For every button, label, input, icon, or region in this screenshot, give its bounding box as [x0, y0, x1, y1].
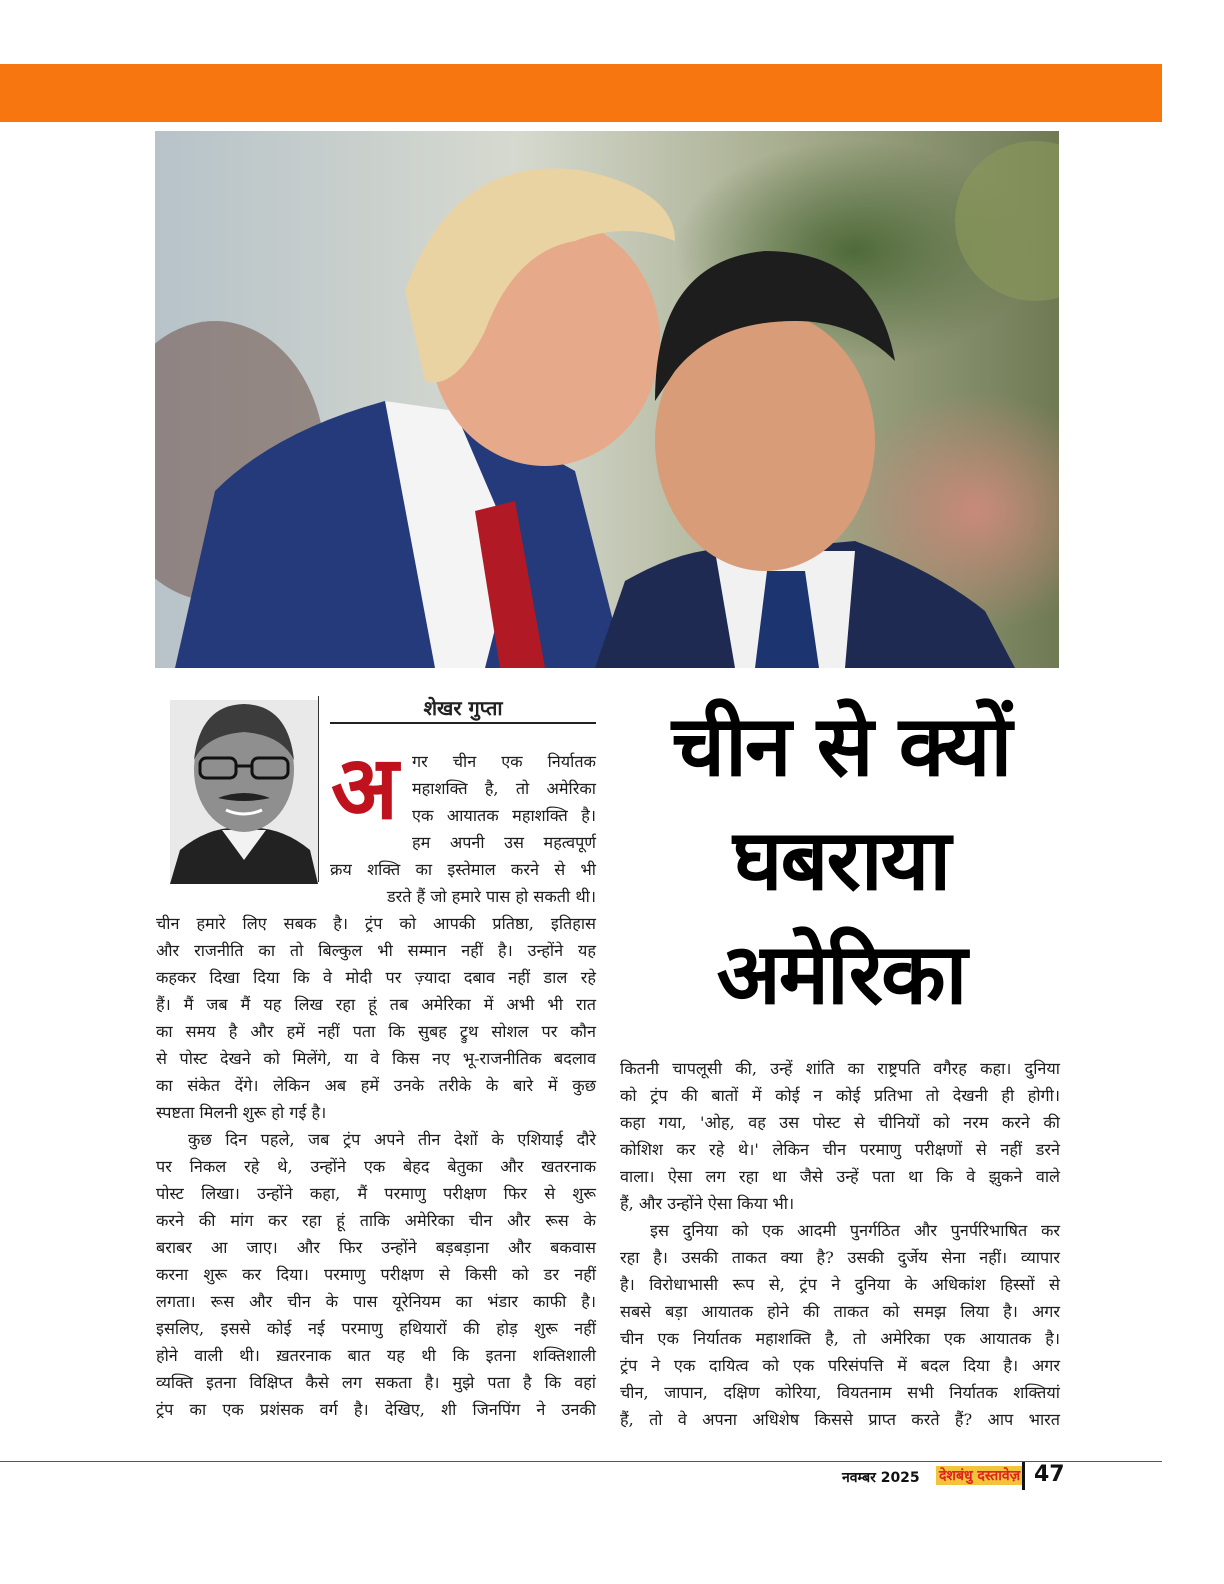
footer-divider: [1022, 1462, 1025, 1490]
body-line: कहा गया, 'ओह, वह उस पोस्ट से चीनियों को नरम करने की: [620, 1113, 1060, 1132]
body-line: पर निकल रहे थे, उन्होंने एक बेहद बेतुका और खतरनाक: [156, 1157, 596, 1176]
body-line: ट्रंप ने एक दायित्व को एक परिसंपत्ति में बदल दिया है। अगर: [620, 1356, 1060, 1375]
body-line: स्पष्टता मिलनी शुरू हो गई है।: [156, 1103, 327, 1122]
intro-line: क्रय शक्ति का इस्तेमाल करने से भी: [330, 860, 596, 879]
dropcap: अ: [331, 736, 399, 839]
body-line: इसलिए, इससे कोई नई परमाणु हथियारों की होड़ शुरू नहीं: [156, 1319, 596, 1338]
body-line: कितनी चापलूसी की, उन्हें शांति का राष्ट्रपति वगैरह कहा। दुनिया: [620, 1059, 1060, 1078]
author-divider: [318, 696, 319, 882]
body-line: बराबर आ जाए। और फिर उन्होंने बड़बड़ाना और बकवास: [156, 1238, 596, 1257]
body-line: इस दुनिया को एक आदमी पुनर्गठित और पुनर्परिभाषित कर: [650, 1221, 1060, 1240]
byline-rule: [330, 722, 596, 724]
body-line: रहा है। उसकी ताकत क्या है? उसकी दुर्जेय सेना नहीं। व्यापार: [620, 1248, 1060, 1267]
body-line: चीन, जापान, दक्षिण कोरिया, वियतनाम सभी निर्यातक शक्तियां: [620, 1383, 1060, 1402]
body-line: और राजनीति का तो बिल्कुल भी सम्मान नहीं है। उन्होंने यह: [156, 941, 596, 960]
body-line: का संकेत देंगे। लेकिन अब हमें उनके तरीके के बारे में कुछ: [156, 1076, 596, 1095]
headline-line: अमेरिका: [716, 925, 966, 1023]
body-line: का समय है और हमें नहीं पता कि सुबह ट्रुथ सोशल पर कौन: [156, 1022, 596, 1041]
body-line: कहकर दिखा दिया कि वे मोदी पर ज़्यादा दबाव नहीं डाल रहे: [156, 968, 596, 987]
headline-line: चीन से क्यों: [671, 697, 1011, 795]
footer-rule: [0, 1461, 1162, 1462]
author-photo: [170, 700, 318, 884]
page-number: 47: [1034, 1462, 1065, 1487]
body-line: चीन एक निर्यातक महाशक्ति है, तो अमेरिका एक आयातक है।: [620, 1329, 1060, 1348]
intro-line: गर चीन एक निर्यातक: [412, 752, 596, 771]
body-line: लगता। रूस और चीन के पास यूरेनियम का भंडार काफी है।: [156, 1292, 596, 1311]
body-line: सबसे बड़ा आयातक होने की ताकत को समझ लिया है। अगर: [620, 1302, 1060, 1321]
body-line: से पोस्ट देखने को मिलेंगे, या वे किस नए भू-राजनीतिक बदलाव: [156, 1049, 596, 1068]
body-line: होने वाली थी। ख़तरनाक बात यह थी कि इतना शक्तिशाली: [156, 1346, 596, 1365]
body-line: ट्रंप का एक प्रशंसक वर्ग है। देखिए, शी जिनपिंग ने उनकी: [156, 1400, 596, 1419]
body-line: पोस्ट लिखा। उन्होंने कहा, मैं परमाणु परीक्षण फिर से शुरू: [156, 1184, 596, 1203]
intro-line: हम अपनी उस महत्वपूर्ण: [412, 833, 596, 852]
body-line: है। विरोधाभासी रूप से, ट्रंप ने दुनिया के अधिकांश हिस्सों से: [620, 1275, 1060, 1294]
body-line: करना शुरू कर दिया। परमाणु परीक्षण से किसी को डर नहीं: [156, 1265, 596, 1284]
body-line: चीन हमारे लिए सबक है। ट्रंप को आपकी प्रतिष्ठा, इतिहास: [156, 914, 596, 933]
intro-line: एक आयातक महाशक्ति है।: [412, 806, 596, 825]
body-line: कुछ दिन पहले, जब ट्रंप अपने तीन देशों के एशियाई दौरे: [188, 1130, 596, 1149]
body-line: हैं, तो वे अपना अधिशेष किससे प्राप्त करते हैं? आप भारत: [620, 1410, 1060, 1429]
article-photo: [155, 131, 1059, 668]
intro-line: महाशक्ति है, तो अमेरिका: [412, 779, 596, 798]
header-band: [0, 64, 1162, 122]
headline-line: घबराया: [732, 811, 950, 909]
body-line: हैं। मैं जब मैं यह लिख रहा हूं तब अमेरिका में अभी भी रात: [156, 995, 596, 1014]
body-line: को ट्रंप की बातों में कोई न कोई प्रतिभा तो देखनी ही होगी।: [620, 1086, 1060, 1105]
body-line: कोशिश कर रहे थे।' लेकिन चीन परमाणु परीक्षणों से नहीं डरने: [620, 1140, 1060, 1159]
footer-date: नवम्बर 2025: [842, 1470, 920, 1486]
magazine-logo: देशबंधु दस्तावेज़: [936, 1466, 1023, 1485]
byline: शेखर गुप्ता: [423, 696, 503, 720]
body-line: हैं, और उन्होंने ऐसा किया भी।: [620, 1194, 795, 1213]
body-line: वाला। ऐसा लग रहा था जैसे उन्हें पता था कि वे झुकने वाले: [620, 1167, 1060, 1186]
intro-line: डरते हैं जो हमारे पास हो सकती थी।: [387, 887, 596, 906]
body-line: करने की मांग कर रहा हूं ताकि अमेरिका चीन और रूस के: [156, 1211, 596, 1230]
body-line: व्यक्ति इतना विक्षिप्त कैसे लग सकता है। मुझे पता है कि वहां: [156, 1373, 596, 1392]
